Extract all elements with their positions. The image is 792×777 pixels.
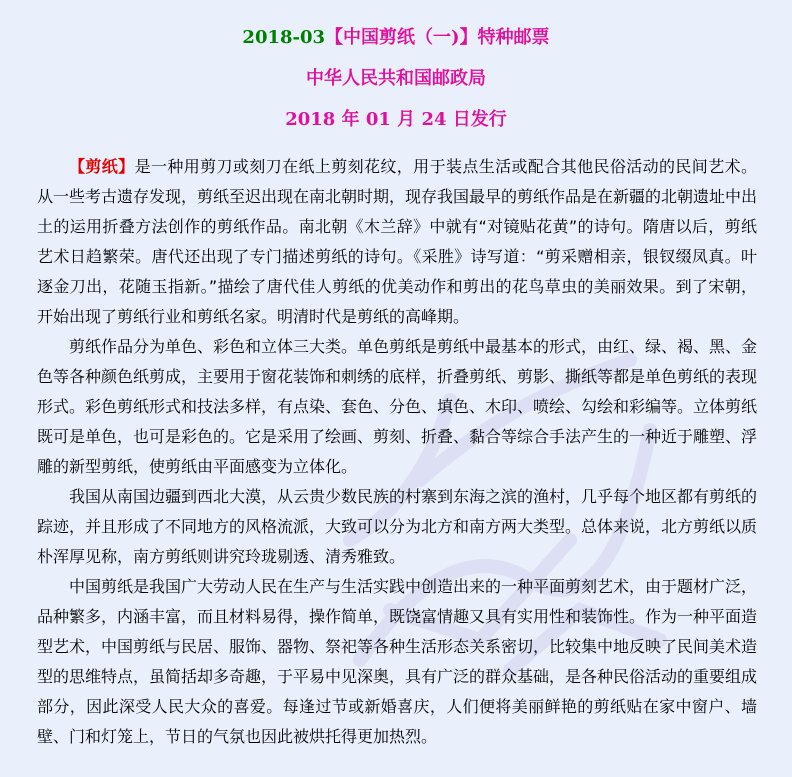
paragraph-3: 我国从南国边疆到西北大漠，从云贵少数民族的村寨到东海之滨的渔村，几乎每个地区都有剪纸的踪迹，并且形成了不同地方的风格流派，大致可以分为北方和南方两大类型。总体来说，北方剪纸以质朴浑厚见称，南方剪纸则讲究玲珑剔透、清秀雅致。 [37,487,758,566]
paragraph-4: 中国剪纸是我国广大劳动人民在生产与生活实践中创造出来的一种平面剪刻艺术，由于题材广泛，品种繁多，内涵丰富，而且材料易得，操作简单，既饶富情趣又具有实用性和装饰性。作为一种平面造型艺术，中国剪纸与民居、服饰、器物、祭祀等各种生活形态关系密切，比较集中地反映了民间美术造型的思维特点，虽简括却多奇趣，于平易中见深奥，具有广泛的群众基础，是各种民俗活动的重要组成部分，因此深受人民大众的喜爱。每逢过节或新婚喜庆，人们便将美丽鲜艳的剪纸贴在家中窗户、墙壁、门和灯笼上，节日的气氛也因此被烘托得更加热烈。 [37,577,758,746]
issuer: 中华人民共和国邮政局 [306,68,486,89]
article-body [37,152,757,752]
keyword-label: 【剪纸】 [69,157,135,176]
issue-date: 2018 年 01 月 24 日发行 [285,109,507,130]
stamp-name: 【中国剪纸（一)】特种邮票 [325,27,550,48]
stamp-code: 2018-03 [242,27,326,48]
paragraph-1 [37,152,757,332]
stamp-title [0,26,792,50]
paragraph-1-text: 是一种用剪刀或刻刀在纸上剪刻花纹，用于装点生活或配合其他民俗活动的民间艺术。从一些考古遗存发现，剪纸至迟出现在南北朝时期，现存我国最早的剪纸作品是在新疆的北朝遗址中出土的运用折叠方法创作的剪纸作品。南北朝《木兰辞》中就有“对镜贴花黄”的诗句。隋唐以后，剪纸艺术日趋繁荣。唐代还出现了专门描述剪纸的诗句。《采胜》诗写道：“剪采赠相亲，银钗缀凤真。叶逐金刀出，花随玉指新。”描绘了唐代佳人剪纸的优美动作和剪出的花鸟草虫的美丽效果。到了宋朝，开始出现了剪纸行业和剪纸名家。明清时代是剪纸的高峰期。 [37,157,758,326]
paragraph-2: 剪纸作品分为单色、彩色和立体三大类。单色剪纸是剪纸中最基本的形式，由红、绿、褐、黑、金色等各种颜色纸剪成，主要用于窗花装饰和刺绣的底样，折叠剪纸、剪影、撕纸等都是单色剪纸的表现形式。彩色剪纸形式和技法多样，有点染、套色、分色、填色、木印、喷绘、勾绘和彩编等。立体剪纸既可是单色，也可是彩色的。它是采用了绘画、剪刻、折叠、黏合等综合手法产生的一种近于雕塑、浮雕的新型剪纸，使剪纸由平面感变为立体化。 [37,337,758,476]
